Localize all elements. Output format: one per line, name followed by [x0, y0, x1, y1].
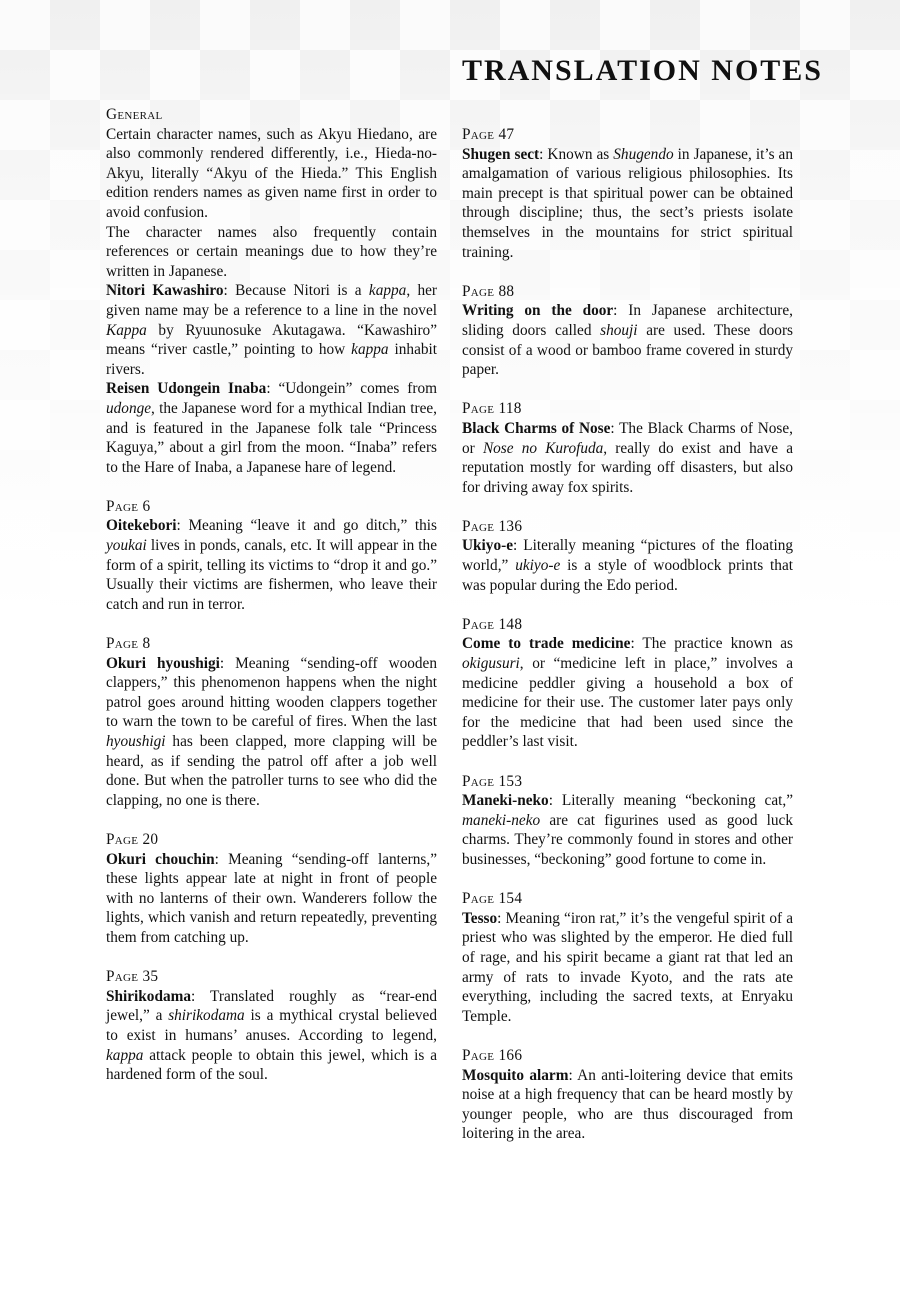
- note-reisen-udongein-inaba: Reisen Udongein Inaba: “Udongein” comes from udonge, the Japanese word for a mythical Indian tree, and is featured in the Japanese folk tale “Princess Kaguya,” about a girl from the moon. “Inaba” refers to the Hare of Inaba, a Japanese hare of legend.: [106, 380, 437, 476]
- note-term: Ukiyo-e: [462, 537, 513, 555]
- note-section: [462, 772, 793, 870]
- page-reference: Page 88: [462, 282, 515, 300]
- note-term: Oitekebori: [106, 517, 177, 535]
- note-text: Shugen sect: Known as Shugendo in Japanese, it’s an amalgamation of various religious philosophies. Its main precept is that spiritual power can be obtained through discipline; thus, the sect’s priests isolate themselves in the mountains for strict spiritual training.: [462, 145, 793, 261]
- note-term: Come to trade medicine: [462, 635, 631, 653]
- left-notes-list: [106, 497, 437, 1085]
- page-reference: Page 8: [106, 635, 151, 653]
- note-section: [462, 889, 793, 1026]
- note-section: [106, 830, 437, 948]
- note-term: Reisen Udongein Inaba: [106, 380, 267, 398]
- right-notes-list: [462, 125, 793, 1144]
- general-paragraph: Certain character names, such as Akyu Hiedano, are also commonly rendered differently, i.e., Hieda-no-Akyu, literally “Akyu of the Hieda.” This English edition renders names as given name first in order to avoid confusion.: [106, 125, 437, 221]
- page-reference: Page 153: [462, 772, 523, 790]
- note-text: Writing on the door: In Japanese architecture, sliding doors called shouji are used. These doors consist of a wood or bamboo frame covered in sturdy paper.: [462, 302, 793, 379]
- note-text: Tesso: Meaning “iron rat,” it’s the vengeful spirit of a priest who was slighted by the emperor. He died full of rage, and his spirit became a giant rat that led an army of rats to invade Kyoto, and the rats ate everything, including the sacred texts, at Enryaku Temple.: [462, 909, 793, 1025]
- note-nitori-kawashiro: Nitori Kawashiro: Because Nitori is a kappa, her given name may be a reference to a line in the novel Kappa by Ryuunosuke Akutagawa. “Kawashiro” means “river castle,” pointing to how kappa inhabit rivers.: [106, 282, 438, 378]
- note-text: Okuri chouchin: Meaning “sending-off lanterns,” these lights appear late at night in front of people with no lanterns of their own. Wanderers follow the lights, which vanish and return repeatedly, preventing them from catching up.: [106, 850, 437, 946]
- note-term: Nitori Kawashiro: [106, 282, 224, 300]
- note-text: Come to trade medicine: The practice known as okigusuri, or “medicine left in place,” involves a medicine peddler giving a household a box of medicine for their use. The customer later pays only for the medicine that had been used since the peddler’s last visit.: [462, 635, 793, 751]
- note-term: Mosquito alarm: [462, 1066, 569, 1084]
- right-column: [462, 125, 793, 1163]
- note-text: Mosquito alarm: An anti-loitering device that emits noise at a high frequency that can be heard mostly by younger people, who are thus discouraged from loitering in the area.: [462, 1066, 794, 1143]
- note-text: Maneki-neko: Literally meaning “beckoning cat,” maneki-neko are cat figurines used as good luck charms. They’re commonly found in stores and other businesses, “beckoning” good fortune to come in.: [462, 792, 793, 868]
- note-term: Okuri hyoushigi: [106, 654, 220, 672]
- left-column: [106, 105, 437, 1104]
- section-heading: General: [106, 106, 163, 123]
- note-section: [106, 967, 437, 1085]
- page-reference: Page 154: [462, 890, 523, 908]
- note-section: [462, 125, 793, 262]
- note-term: Writing on the door: [462, 302, 614, 320]
- page-reference: Page 118: [462, 400, 522, 418]
- note-section: [462, 282, 793, 380]
- note-text: Black Charms of Nose: The Black Charms of Nose, or Nose no Kurofuda, really do exist and have a reputation mostly for warding off disasters, but also for driving away fox spirits.: [462, 419, 794, 496]
- note-section: [462, 615, 793, 752]
- note-section: [106, 497, 437, 615]
- note-term: Shirikodama: [106, 987, 192, 1005]
- page-reference: Page 148: [462, 615, 523, 633]
- note-text: Oitekebori: Meaning “leave it and go ditch,” this youkai lives in ponds, canals, etc. It will appear in the form of a spirit, telling its victims to “drop it and go.” Usually their victims are fishermen, who leave their catch and run in terror.: [106, 517, 437, 613]
- general-section: [106, 105, 437, 477]
- page-reference: Page 20: [106, 830, 159, 848]
- page-title: TRANSLATION NOTES: [461, 54, 823, 87]
- page-reference: Page 166: [462, 1046, 523, 1064]
- page-reference: Page 47: [462, 126, 515, 143]
- note-text: Okuri hyoushigi: Meaning “sending-off wooden clappers,” this phenomenon happens when the night patrol goes around hitting wooden clappers together to warn the town to be careful of fires. When the last hyoushigi has been clapped, more clapping will be heard, as if sending the patrol off after a job well done. But when the patroller turns to see who did the clapping, no one is there.: [106, 654, 437, 809]
- note-section: [462, 1046, 793, 1144]
- note-section: [462, 399, 793, 497]
- page-reference: Page 6: [106, 497, 151, 515]
- note-section: [106, 634, 437, 810]
- note-text: Shirikodama: Translated roughly as “rear-end jewel,” a shirikodama is a mythical crystal believed to exist in humans’ anuses. According to legend, kappa attack people to obtain this jewel, which is a hardened form of the soul.: [106, 987, 437, 1084]
- note-section: [462, 517, 793, 595]
- note-term: Black Charms of Nose: [462, 419, 611, 437]
- page-reference: Page 35: [106, 968, 159, 986]
- general-paragraph: The character names also frequently contain references or certain meanings due to how they’re written in Japanese.: [106, 223, 437, 280]
- note-term: Shugen sect: [462, 145, 540, 163]
- note-text: Ukiyo-e: Literally meaning “pictures of the floating world,” ukiyo-e is a style of woodblock prints that was popular during the Edo period.: [462, 537, 793, 594]
- note-term: Okuri chouchin: [106, 850, 215, 868]
- note-term: Maneki-neko: [462, 792, 549, 810]
- note-term: Tesso: [462, 909, 498, 927]
- page-reference: Page 136: [462, 517, 523, 535]
